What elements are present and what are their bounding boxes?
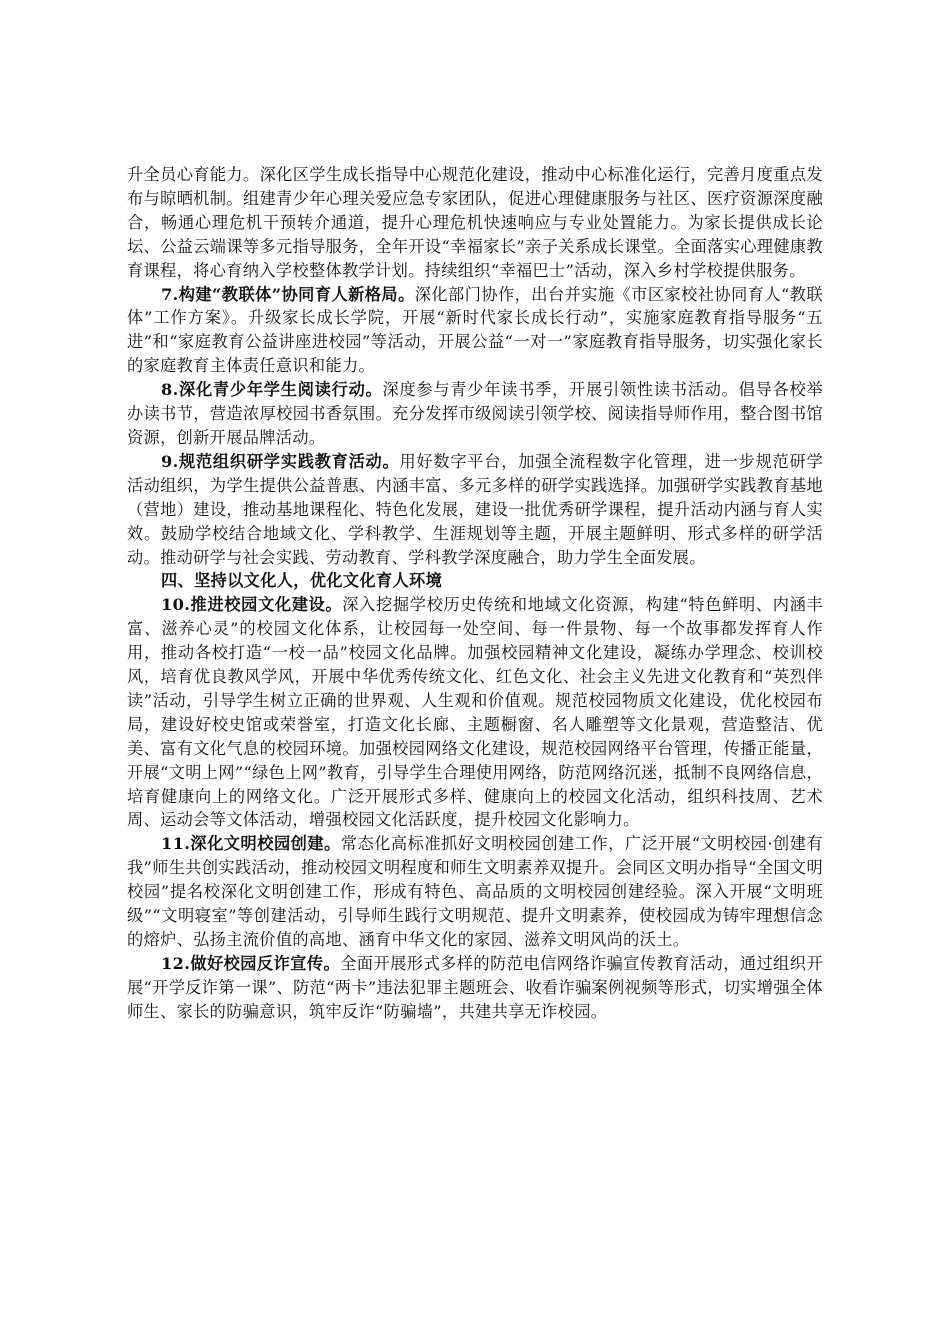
paragraph-lead: 9.规范组织研学实践教育活动。: [161, 451, 400, 471]
paragraph-item-11: [127, 832, 823, 952]
paragraph-text: 用好数字平台，加强全流程数字化管理，进一步规范研学活动组织，为学生提供公益普惠、内涵丰富、多元多样的研学实践选择。加强研学实践教育基地（营地）建设，推动基地课程化、特色化发展，建设一批优秀研学课程，提升活动内涵与育人实效。鼓励学校结合地域文化、学科教学、生涯规划等主题，开展主题鲜明、形式多样的研学活动。推动研学与社会实践、劳动教育、学科教学深度融合，助力学生全面发展。: [127, 451, 823, 567]
paragraph-text: 升全员心育能力。深化区学生成长指导中心规范化建设，推动中心标准化运行，完善月度重点发布与晾晒机制。组建青少年心理关爱应急专家团队，促进心理健康服务与社区、医疗资源深度融合，畅通心理危机干预转介通道，提升心理危机快速响应与专业处置能力。为家长提供成长论坛、公益云端课等多元指导服务，全年开设“幸福家长”亲子关系成长课堂。全面落实心理健康教育课程，将心育纳入学校整体教学计划。持续组织“幸福巴士”活动，深入乡村学校提供服务。: [127, 165, 823, 280]
paragraph-lead: 7.构建“教联体”协同育人新格局。: [161, 284, 415, 304]
paragraph-item-8: [127, 378, 823, 450]
section-heading: 四、坚持以文化人，优化文化育人环境: [161, 571, 443, 591]
paragraph-text: 深入挖掘学校历史传统和地域文化资源，构建“特色鲜明、内涵丰富、滋养心灵”的校园文化体系，让校园每一处空间、每一件景物、每一个故事都发挥育人作用，推动各校打造“一校一品”校园文化品牌。加强校园精神文化建设，凝练办学理念、校训校风，培育优良教风学风，开展中华优秀传统文化、红色文化、社会主义先进文化教育和“英烈伴读”活动，引导学生树立正确的世界观、人生观和价值观。规范校园物质文化建设，优化校园布局，建设好校史馆或荣誉室，打造文化长廊、主题橱窗、名人雕塑等文化景观，营造整洁、优美、富有文化气息的校园环境。加强校园网络文化建设，规范校园网络平台管理，传播正能量，开展“文明上网”“绿色上网”教育，引导学生合理使用网络，防范网络沉迷，抵制不良网络信息，培育健康向上的网络文化。广泛开展形式多样、健康向上的校园文化活动，组织科技周、艺术周、运动会等文体活动，增强校园文化活跃度，提升校园文化影响力。: [127, 595, 823, 830]
paragraph-lead: 8.深化青少年学生阅读行动。: [161, 380, 383, 400]
paragraph-text: 常态化高标准抓好文明校园创建工作，广泛开展“文明校园·创建有我”师生共创实践活动，推动校园文明程度和师生文明素养双提升。会同区文明办指导“全国文明校园”提名校深化文明创建工作，形成有特色、高品质的文明校园创建经验。深入开展“文明班级”“文明寝室”等创建活动，引导师生践行文明规范、提升文明素养，使校园成为铸牢理想信念的熔炉、弘扬主流价值的高地、涵育中华文化的家园、滋养文明风尚的沃土。: [127, 834, 823, 949]
paragraph-item-9: [127, 450, 823, 570]
paragraph-lead: 12.做好校园反诈宣传。: [161, 953, 341, 973]
paragraph-lead: 10.推进校园文化建设。: [161, 595, 343, 615]
paragraph-text: 深度参与青少年读书季，开展引领性读书活动。倡导各校举办读书节，营造浓厚校园书香氛围。充分发挥市级阅读引领学校、阅读指导师作用，整合图书馆资源，创新开展品牌活动。: [127, 380, 823, 447]
paragraph-intro: [127, 163, 823, 283]
paragraph-text: 全面开展形式多样的防范电信网络诈骗宣传教育活动，通过组织开展“开学反诈第一课”、防范“两卡”违法犯罪主题班会、收看诈骗案例视频等形式，切实增强全体师生、家长的防骗意识，筑牢反诈“防骗墙”，共建共享无诈校园。: [127, 953, 823, 1021]
paragraph-item-10: [127, 593, 823, 832]
paragraph-item-7: [127, 283, 823, 379]
paragraph-item-12: [127, 952, 823, 1024]
paragraph-text: 深化部门协作，出台并实施《市区家校社协同育人“教联体”工作方案》。升级家长成长学院，开展“新时代家长成长行动”，实施家庭教育指导服务“五进”和“家庭教育公益讲座进校园”等活动，开展公益“一对一”家庭教育指导服务，切实强化家长的家庭教育主体责任意识和能力。: [127, 284, 823, 376]
paragraph-lead: 11.深化文明校园创建。: [161, 834, 341, 854]
document-page: [127, 163, 823, 1024]
